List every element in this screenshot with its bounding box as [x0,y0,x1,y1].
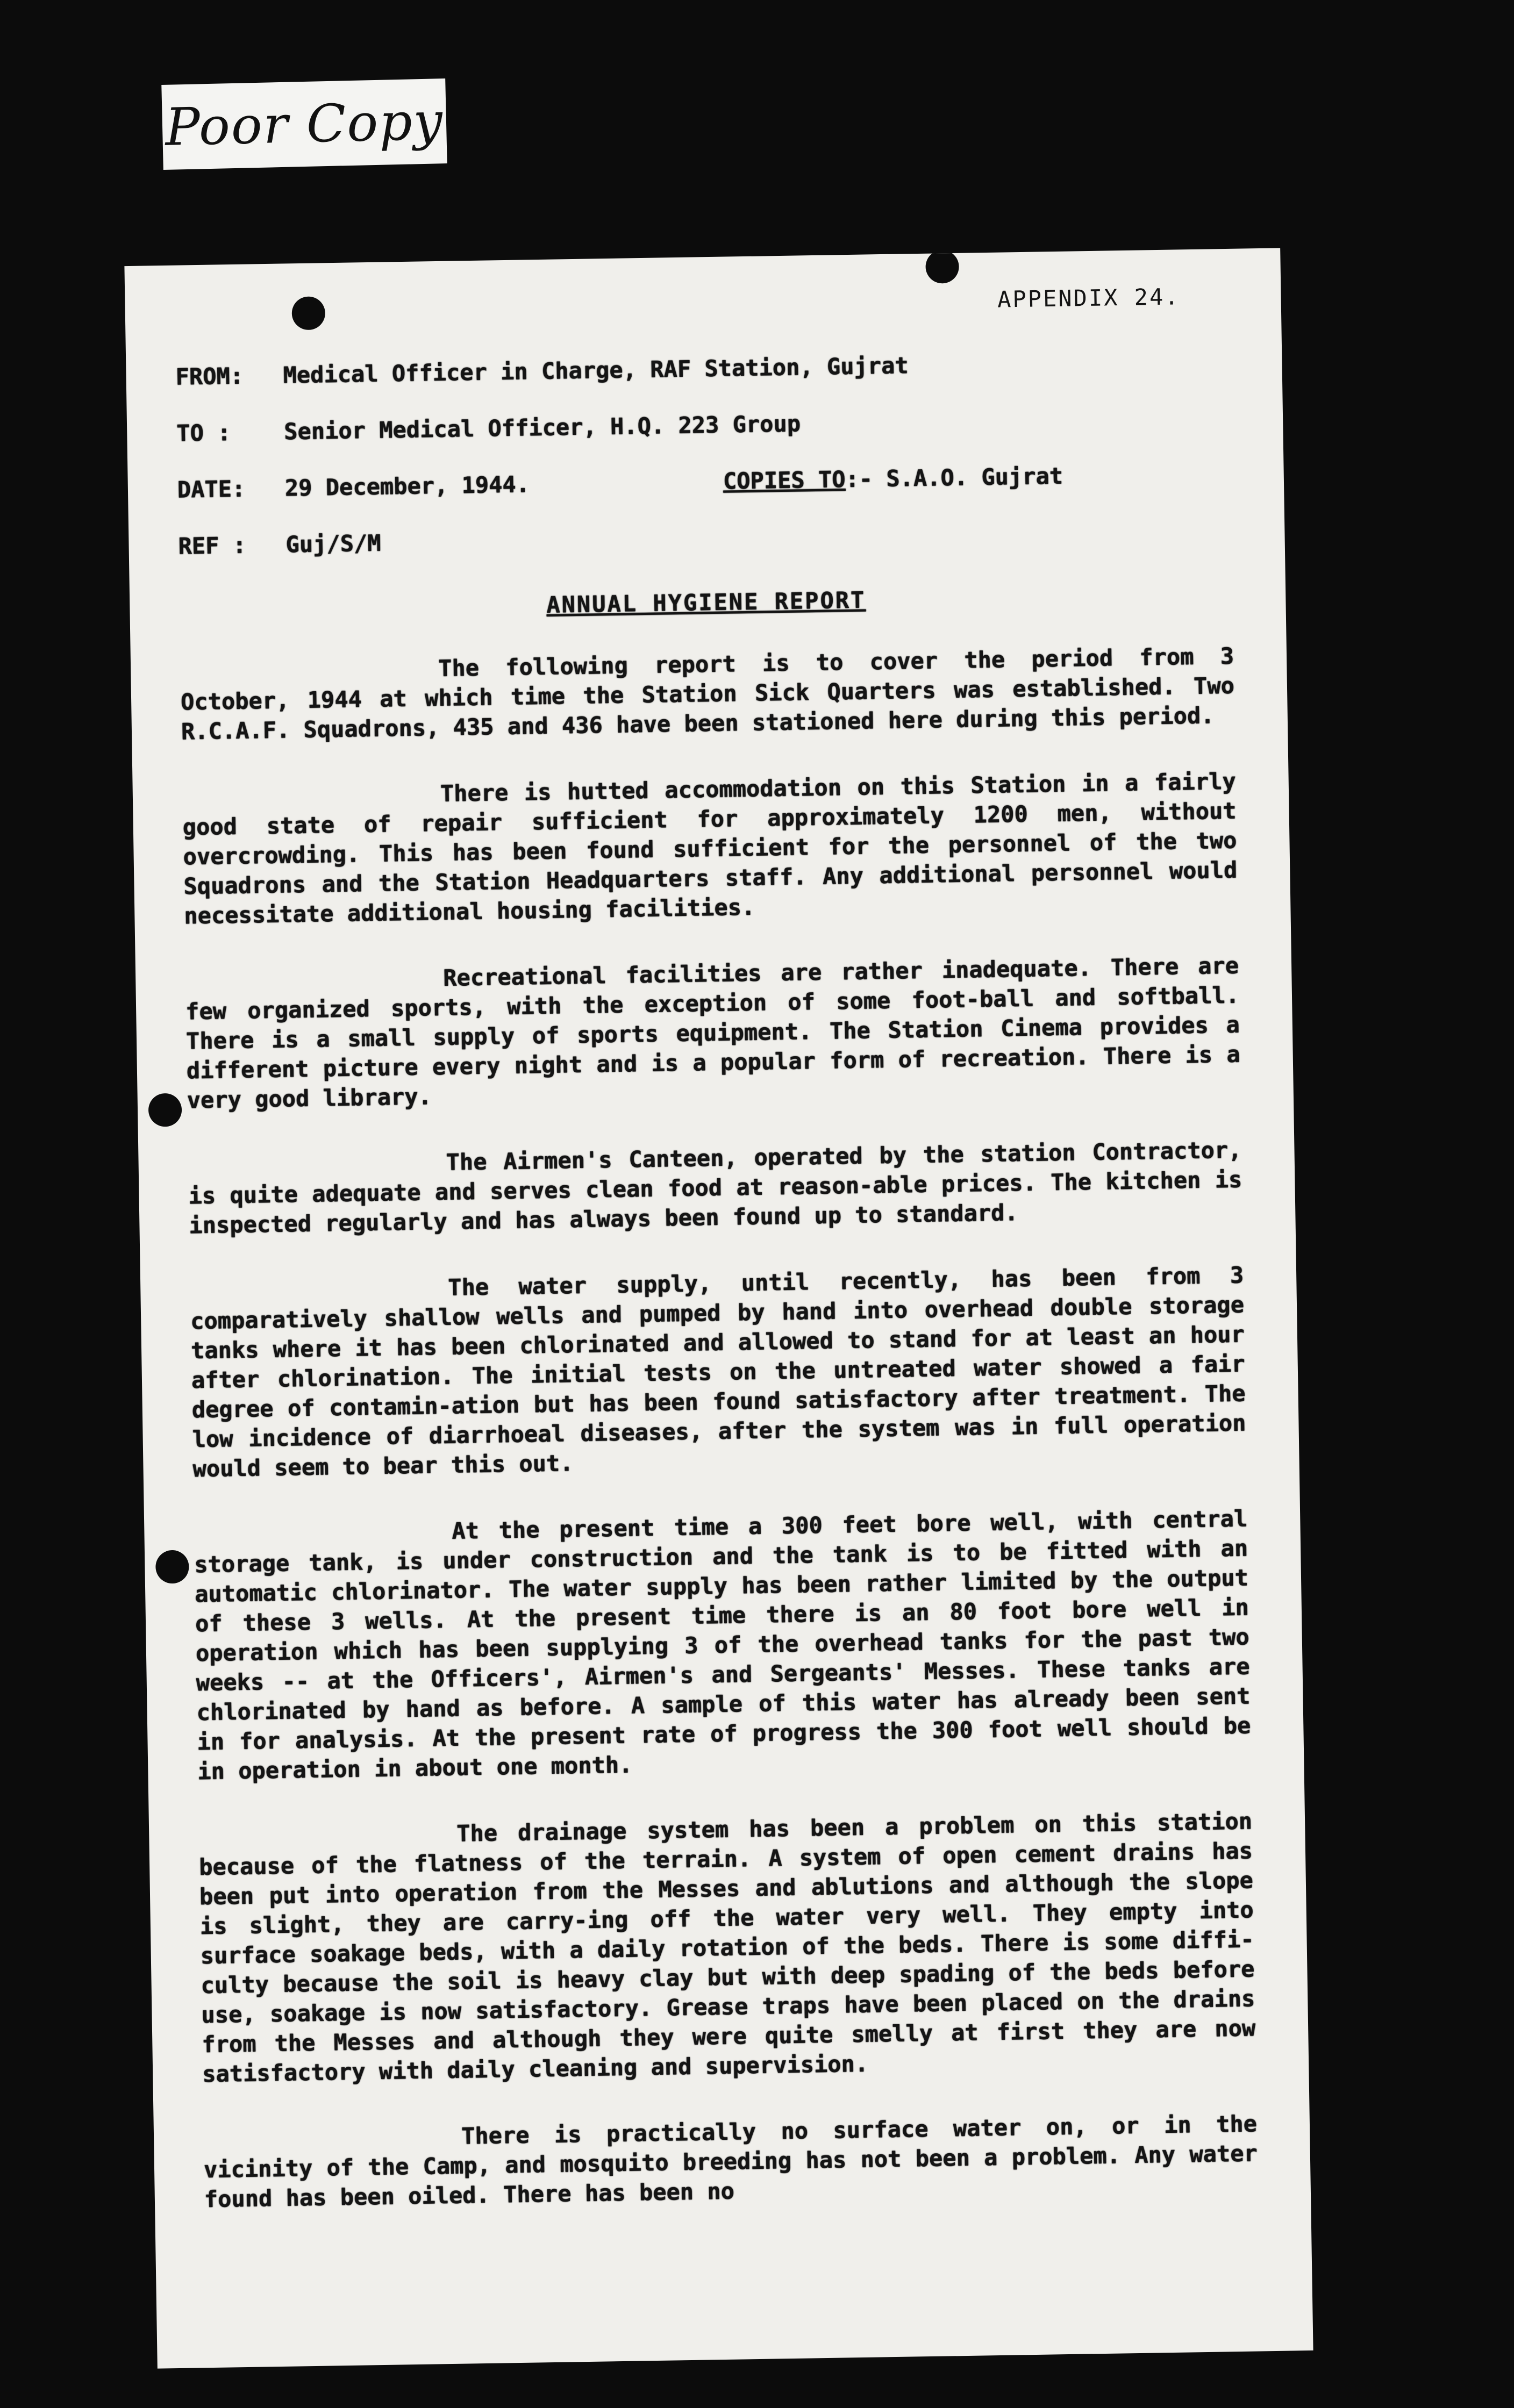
paragraph-accommodation: There is hutted accommodation on this Station in a fairly good state of repair sufficient for approximately 1200 men, without overcrowding. This has been found sufficient for the personnel of the two Squadrons and the Station Headquarters staff. Any additional personnel would necessitate additional housing facilities. [182,768,1238,929]
ref-value: Guj/S/M [285,529,381,558]
paragraph-bore-well: At the present time a 300 feet bore well, with central storage tank, is under construction and the tank is to be fitted with an automatic chlorinator. The water supply has been rather limited by the output of these 3 wells. At the present time there is an 80 foot bore well in operation which has been supplying 3 of the overhead tanks for the past two weeks -- at the Officers', Airmen's and Sergeants' Messes. These tanks are chlorinated by hand as before. A sample of this water has already been sent in for analysis. At the present rate of progress the 300 foot well should be in operation in about one month. [194,1505,1251,1785]
paragraph-recreation: Recreational facilities are rather inadequate. There are few organized sports, with the exception of some foot-ball and softball. There is a small supply of sports equipment. The Station Cinema provides a different picture every night and is a popular form of recreation. There is a very good library. [185,952,1241,1114]
poor-copy-label [161,78,447,170]
copies-to [723,461,1063,496]
date-label: DATE: [177,475,246,503]
from-value: Medical Officer in Charge, RAF Station, Gujrat [283,352,909,389]
punch-hole [148,1093,182,1127]
paragraph-water-supply: The water supply, until recently, has been from 3 comparatively shallow wells and pumped by hand into overhead double storage tanks where it has been chlorinated and allowed to stand for at least an hour after chlorination. The initial tests on the untreated water showed a fair degree of contamin-ation but has been found satisfactory after treatment. The low incidence of diarrhoeal diseases, after the system was in full operation would seem to bear this out. [190,1262,1246,1482]
paragraph-period: The following report is to cover the period from 3 October, 1944 at which time the Station Sick Quarters was established. Two R.C.A.F. Squadrons, 435 and 436 have been stationed here during this period. [180,642,1235,745]
punch-hole [155,1550,189,1584]
ref-label: REF : [178,532,247,560]
from-label: FROM: [175,362,244,390]
copies-value: :- S.A.O. Gujrat [845,462,1063,493]
paragraph-drainage: The drainage system has been a problem on this station because of the flatness of the terrain. A system of open cement drains has been put into operation from the Messes and ablutions and although the slope is slight, they are carry-ing off the water very well. They empty into surface soakage beds, with a daily rotation of the beds. There is some diffi-culty because the soil is heavy clay but with deep spading of the beds before use, soakage is now satisfactory. Grease traps have been placed on the drains from the Messes and although they were quite smelly at first they are now satisfactory with daily cleaning and supervision. [198,1808,1256,2088]
paragraph-surface-water: There is practically no surface water on, or in the vicinity of the Camp, and mosquito breeding has not been a problem. Any water found has been oiled. There has been no [203,2110,1258,2213]
appendix-number: APPENDIX 24. [997,283,1180,313]
report-title: ANNUAL HYGIENE REPORT [546,586,866,618]
copies-label: COPIES TO [723,466,846,494]
date-value: 29 December, 1944. [284,471,530,501]
to-value: Senior Medical Officer, H.Q. 223 Group [283,410,801,445]
document-page [124,248,1313,2368]
paragraph-canteen: The Airmen's Canteen, operated by the station Contractor, is quite adequate and serves clean food at reason-able prices. The kitchen is inspected regularly and has always been found up to standard. [188,1136,1242,1239]
punch-hole [925,250,959,284]
poor-copy-handwriting: Poor Copy [164,91,445,157]
document-body [174,281,1258,2214]
memo-header [175,332,1232,575]
to-label: TO : [176,419,231,447]
